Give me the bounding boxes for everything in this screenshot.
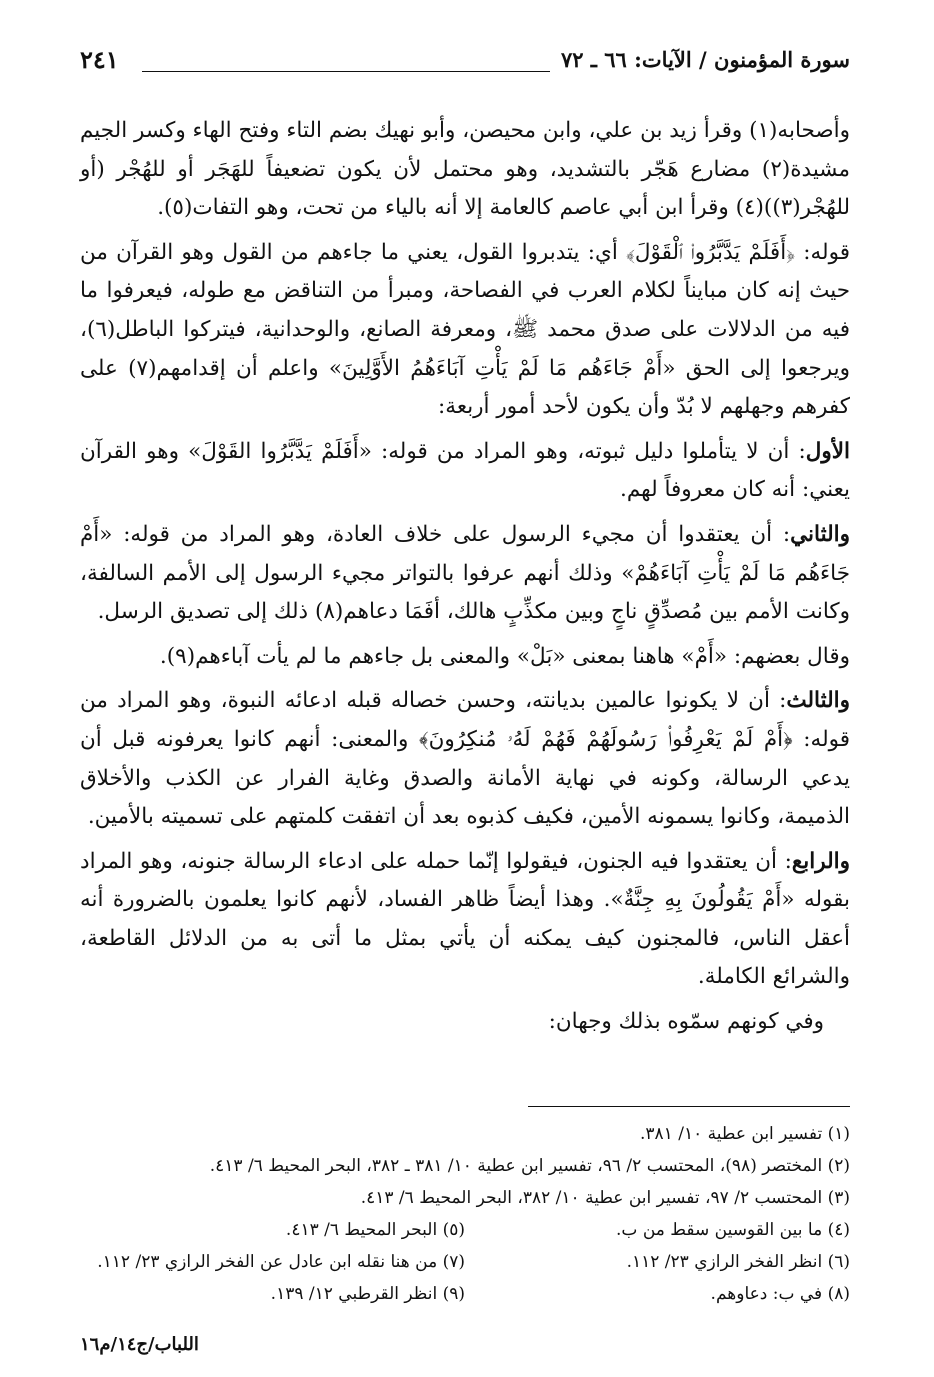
footnote: (٨) في ب: دعاوهم. <box>710 1284 850 1304</box>
footnote-rule <box>528 1106 850 1107</box>
footnote: (٥) البحر المحيط ٦/ ٤١٣. <box>285 1220 465 1240</box>
footnote: (١) تفسير ابن عطية ١٠/ ٣٨١. <box>640 1124 850 1144</box>
footnote: (٢) المختصر (٩٨)، المحتسب ٢/ ٩٦، تفسير ابن عطية ١٠/ ٣٨١ ـ ٣٨٢، البحر المحيط ٦/ ٤١٣. <box>209 1156 850 1176</box>
paragraph <box>80 638 850 677</box>
paragraph-text: وقال بعضهم: «أَمْ» هاهنا بمعنى «بَلْ» والمعنى بل جاءهم ما لم يأت آباءهم(٩). <box>159 643 850 669</box>
footnote: (٧) من هنا نقله ابن عادل عن الفخر الرازي ٢٣/ ١١٢. <box>97 1252 465 1272</box>
footnote-row <box>80 1214 850 1246</box>
body-text <box>80 112 850 1048</box>
paragraph <box>80 112 850 228</box>
footnote: (٩) انظر القرطبي ١٢/ ١٣٩. <box>270 1284 465 1304</box>
paragraph <box>80 843 850 997</box>
paragraph <box>80 1003 850 1042</box>
paragraph-text: : أن لا يتأملوا دليل ثبوته، وهو المراد من قوله: «أَفَلَمْ يَدَّبَّرُوا القَوْلَ» وهو القرآن يعني: أنه كان معروفاً لهم. <box>80 438 850 503</box>
footnote: (٣) المحتسب ٢/ ٩٧، تفسير ابن عطية ١٠/ ٣٨٢، البحر المحيط ٦/ ٤١٣. <box>360 1188 850 1208</box>
paragraph <box>80 682 850 836</box>
footnote: (٦) انظر الفخر الرازي ٢٣/ ١١٢. <box>626 1252 850 1272</box>
paragraph-text: وأصحابه(١) وقرأ زيد بن علي، وابن محيصن، وأبو نهيك بضم التاء وفتح الهاء وكسر الجيم مشيدة(٢) مضارع هَجّر بالتشديد، وهو محتمل لأن يكون تضعيفاً للهَجَر أو للهُجْر (أو للهُجْر(٣))(٤) وقرأ ابن أبي عاصم كالعامة إلا أنه بالياء من تحت، وهو التفات(٥). <box>80 118 850 221</box>
running-header <box>80 45 850 79</box>
paragraph-lead: الأول <box>805 438 850 464</box>
paragraph-lead: والثالث <box>786 688 850 714</box>
page <box>80 40 850 1360</box>
page-number: ٢٤١ <box>80 45 119 74</box>
paragraph-text: : أن يعتقدوا فيه الجنون، فيقولوا إنّما حمله على ادعاء الرسالة جنونه، وهو المراد بقوله «أَمْ يَقُولُونَ بِهِ جِنَّةٌ». وهذا أيضاً ظاهر الفساد، لأنهم كانوا يعلمون بالضرورة أنه أعقل الناس، فالمجنون كيف يمكنه أن يأتي بمثل ما أتى به من الدلائل القاطعة، والشرائع الكاملة. <box>80 848 850 990</box>
paragraph-text: : أن لا يكونوا عالمين بديانته، وحسن خصاله قبله ادعائه النبوة، وهو المراد من قوله: ﴿أَمْ لَمْ يَعْرِفُوا۟ رَسُولَهُمْ فَهُمْ لَهُۥ مُنكِرُونَ﴾ والمعنى: أنهم كانوا يعرفونه قبل أن يدعي الرسالة، وكونه في نهاية الأمانة والصدق وغاية الفرار عن الكذب والأخلاق الذميمة، وكانوا يسمونه الأمين، فكيف كذبوه بعد أن اتفقت كلمتهم على تسميته بالأمين. <box>80 688 850 830</box>
signature-mark: اللباب/ج١٤/م١٦ <box>80 1334 199 1355</box>
paragraph <box>80 234 850 427</box>
paragraph-text: : أن يعتقدوا أن مجيء الرسول على خلاف العادة، وهو المراد من قوله: «أَمْ جَاءَهُم مَا لَمْ يَأْتِ آبَاءَهُمْ» وذلك أنهم عرفوا بالتواتر مجيء الرسول إلى الأمم السالفة، وكانت الأمم بين مُصدِّقٍ ناجٍ وبين مكذِّبٍ هالك، أفَمَا دعاهم(٨) ذلك إلى تصديق الرسل. <box>80 521 850 625</box>
paragraph <box>80 516 850 632</box>
header-title: سورة المؤمنون / الآيات: ٦٦ ـ ٧٢ <box>560 47 850 72</box>
footnotes <box>80 1118 850 1310</box>
header-rule <box>142 71 550 72</box>
footnote-row <box>80 1246 850 1278</box>
paragraph-lead: والرابع <box>791 848 850 874</box>
paragraph-text: وفي كونهم سمّوه بذلك وجهان: <box>548 1009 824 1035</box>
paragraph-text: قوله: ﴿أَفَلَمْ يَدَّبَّرُوا۟ ٱلْقَوْلَ﴾ أي: يتدبروا القول، يعني ما جاءهم من القول وهو القرآن من حيث إنه كان مبايناً لكلام العرب في الفصاحة، ومبرأ من التناقض مع طوله، فيعرفوا ما فيه من الدلالات على صدق محمد ﷺ، ومعرفة الصانع، والوحدانية، فيتركوا الباطل(٦)، ويرجعوا إلى الحق «أَمْ جَاءَهُم مَا لَمْ يَأْتِ آبَاءَهُمُ الأَوَّلِينَ» واعلم أن إقدامهم(٧) على كفرهم وجهلهم لا بُدّ وأن يكون لأحد أمور أربعة: <box>80 239 851 420</box>
paragraph-lead: والثاني <box>790 521 850 547</box>
paragraph <box>80 433 850 510</box>
footnote-row <box>80 1278 850 1310</box>
footnote: (٤) ما بين القوسين سقط من ب. <box>616 1220 850 1240</box>
